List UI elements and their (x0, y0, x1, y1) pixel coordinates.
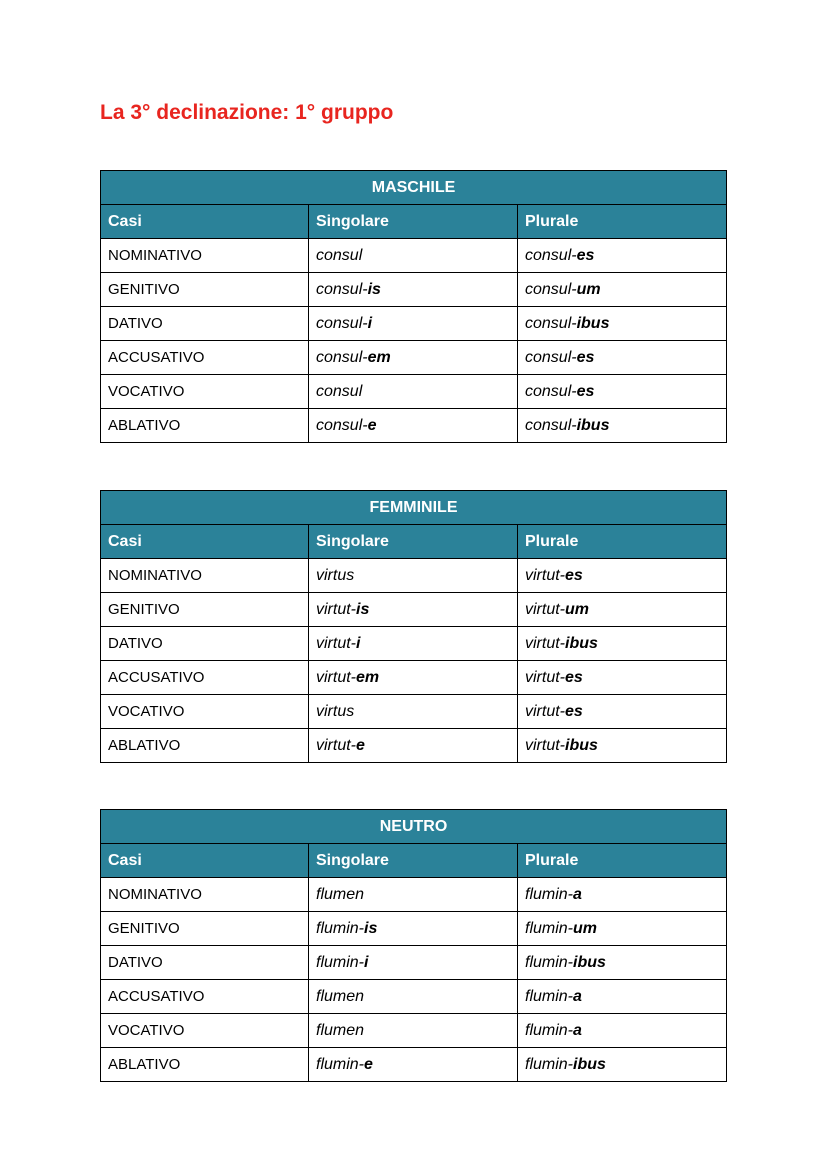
ending: i (364, 953, 369, 971)
stem: consul- (316, 314, 368, 332)
singular-form (309, 1048, 518, 1082)
gender-heading: NEUTRO (101, 810, 727, 844)
case-name: ABLATIVO (101, 729, 309, 763)
stem: consul- (525, 416, 577, 434)
stem: flumin- (316, 1055, 365, 1073)
stem: consul- (316, 280, 368, 298)
stem: flumin- (525, 885, 574, 903)
ending: i (367, 314, 373, 332)
singular-form (309, 341, 518, 375)
stem: flumin- (316, 953, 365, 971)
plural-form (518, 273, 727, 307)
ending: is (356, 600, 370, 618)
plural-form (518, 695, 727, 729)
ending: ibus (565, 634, 598, 652)
singular-form (309, 307, 518, 341)
ending: e (364, 1055, 373, 1073)
stem: consul (316, 246, 363, 264)
plural-form (518, 661, 727, 695)
ending: um (565, 600, 589, 618)
stem: consul- (525, 246, 577, 264)
table-maschile (100, 170, 727, 443)
column-header-row (101, 525, 727, 559)
case-name: NOMINATIVO (101, 559, 309, 593)
plural-form (518, 559, 727, 593)
singular-form (309, 627, 518, 661)
ending: ibus (573, 953, 606, 971)
stem: virtut- (525, 736, 565, 754)
ending: es (576, 246, 595, 264)
case-name: ACCUSATIVO (101, 341, 309, 375)
stem: virtut- (525, 668, 565, 686)
table-group-header (101, 810, 727, 844)
plural-form (518, 980, 727, 1014)
table-row (101, 912, 727, 946)
case-name: ACCUSATIVO (101, 661, 309, 695)
plural-form (518, 341, 727, 375)
stem: flumen (316, 885, 365, 903)
case-name: DATIVO (101, 946, 309, 980)
plural-form (518, 1048, 727, 1082)
ending: a (573, 987, 582, 1005)
column-header-casi: Casi (101, 844, 309, 878)
column-header-singolare: Singolare (309, 525, 518, 559)
ending: ibus (573, 1055, 606, 1073)
stem: consul- (525, 348, 577, 366)
plural-form (518, 409, 727, 443)
column-header-casi: Casi (101, 205, 309, 239)
singular-form (309, 729, 518, 763)
table-group-header (101, 491, 727, 525)
singular-form (309, 1014, 518, 1048)
singular-form (309, 878, 518, 912)
ending: em (367, 348, 391, 366)
plural-form (518, 878, 727, 912)
ending: es (565, 702, 583, 720)
case-name: ABLATIVO (101, 1048, 309, 1082)
plural-form (518, 307, 727, 341)
ending: um (573, 919, 598, 937)
ending: a (573, 1021, 582, 1039)
case-name: DATIVO (101, 307, 309, 341)
singular-form (309, 695, 518, 729)
column-header-casi: Casi (101, 525, 309, 559)
gender-heading: MASCHILE (101, 171, 727, 205)
case-name: DATIVO (101, 627, 309, 661)
stem: flumin- (525, 1021, 574, 1039)
case-name: VOCATIVO (101, 375, 309, 409)
plural-form (518, 912, 727, 946)
ending: i (356, 634, 361, 652)
column-header-singolare: Singolare (309, 205, 518, 239)
stem: virtut- (525, 702, 565, 720)
stem: consul (316, 382, 363, 400)
ending: es (576, 382, 595, 400)
column-header-row (101, 205, 727, 239)
ending: is (364, 919, 378, 937)
ending: ibus (565, 736, 598, 754)
case-name: GENITIVO (101, 273, 309, 307)
case-name: ACCUSATIVO (101, 980, 309, 1014)
case-name: NOMINATIVO (101, 878, 309, 912)
stem: virtut- (525, 634, 565, 652)
singular-form (309, 375, 518, 409)
singular-form (309, 946, 518, 980)
singular-form (309, 661, 518, 695)
plural-form (518, 627, 727, 661)
stem: virtut- (525, 600, 565, 618)
table-row (101, 980, 727, 1014)
stem: consul- (316, 348, 368, 366)
stem: flumin- (525, 953, 574, 971)
table-femminile (100, 490, 727, 763)
table-row (101, 1048, 727, 1082)
case-name: ABLATIVO (101, 409, 309, 443)
ending: es (576, 348, 595, 366)
table-row (101, 878, 727, 912)
case-name: NOMINATIVO (101, 239, 309, 273)
table-row (101, 729, 727, 763)
stem: virtus (316, 566, 355, 584)
table-row (101, 695, 727, 729)
singular-form (309, 593, 518, 627)
column-header-row (101, 844, 727, 878)
stem: consul- (525, 314, 577, 332)
table-row (101, 946, 727, 980)
stem: flumin- (525, 919, 574, 937)
case-name: GENITIVO (101, 912, 309, 946)
table-row (101, 559, 727, 593)
ending: is (367, 280, 381, 298)
stem: consul- (316, 416, 368, 434)
case-name: GENITIVO (101, 593, 309, 627)
ending: e (356, 736, 365, 754)
singular-form (309, 273, 518, 307)
plural-form (518, 239, 727, 273)
stem: flumin- (316, 919, 365, 937)
page-title: La 3° declinazione: 1° gruppo (100, 101, 394, 124)
stem: consul- (525, 382, 577, 400)
plural-form (518, 1014, 727, 1048)
ending: a (573, 885, 582, 903)
plural-form (518, 593, 727, 627)
ending: es (565, 566, 583, 584)
table-row (101, 593, 727, 627)
stem: virtus (316, 702, 355, 720)
table-row (101, 627, 727, 661)
stem: consul- (525, 280, 577, 298)
ending: ibus (576, 416, 610, 434)
column-header-plurale: Plurale (518, 205, 727, 239)
ending: es (565, 668, 583, 686)
column-header-plurale: Plurale (518, 844, 727, 878)
table-row (101, 661, 727, 695)
plural-form (518, 946, 727, 980)
stem: virtut- (525, 566, 565, 584)
singular-form (309, 980, 518, 1014)
singular-form (309, 912, 518, 946)
column-header-singolare: Singolare (309, 844, 518, 878)
table-neutro (100, 809, 727, 1082)
stem: virtut- (316, 736, 356, 754)
table-group-header (101, 171, 727, 205)
ending: em (356, 668, 380, 686)
table-row (101, 239, 727, 273)
stem: virtut- (316, 668, 356, 686)
table-row (101, 409, 727, 443)
stem: flumin- (525, 1055, 574, 1073)
stem: virtut- (316, 634, 356, 652)
case-name: VOCATIVO (101, 1014, 309, 1048)
stem: virtut- (316, 600, 356, 618)
case-name: VOCATIVO (101, 695, 309, 729)
table-row (101, 307, 727, 341)
table-row (101, 341, 727, 375)
ending: ibus (576, 314, 610, 332)
singular-form (309, 409, 518, 443)
plural-form (518, 729, 727, 763)
plural-form (518, 375, 727, 409)
ending: e (367, 416, 377, 434)
singular-form (309, 239, 518, 273)
table-row (101, 1014, 727, 1048)
singular-form (309, 559, 518, 593)
stem: flumin- (525, 987, 574, 1005)
stem: flumen (316, 1021, 365, 1039)
table-row (101, 273, 727, 307)
stem: flumen (316, 987, 365, 1005)
gender-heading: FEMMINILE (101, 491, 727, 525)
table-row (101, 375, 727, 409)
column-header-plurale: Plurale (518, 525, 727, 559)
ending: um (576, 280, 601, 298)
